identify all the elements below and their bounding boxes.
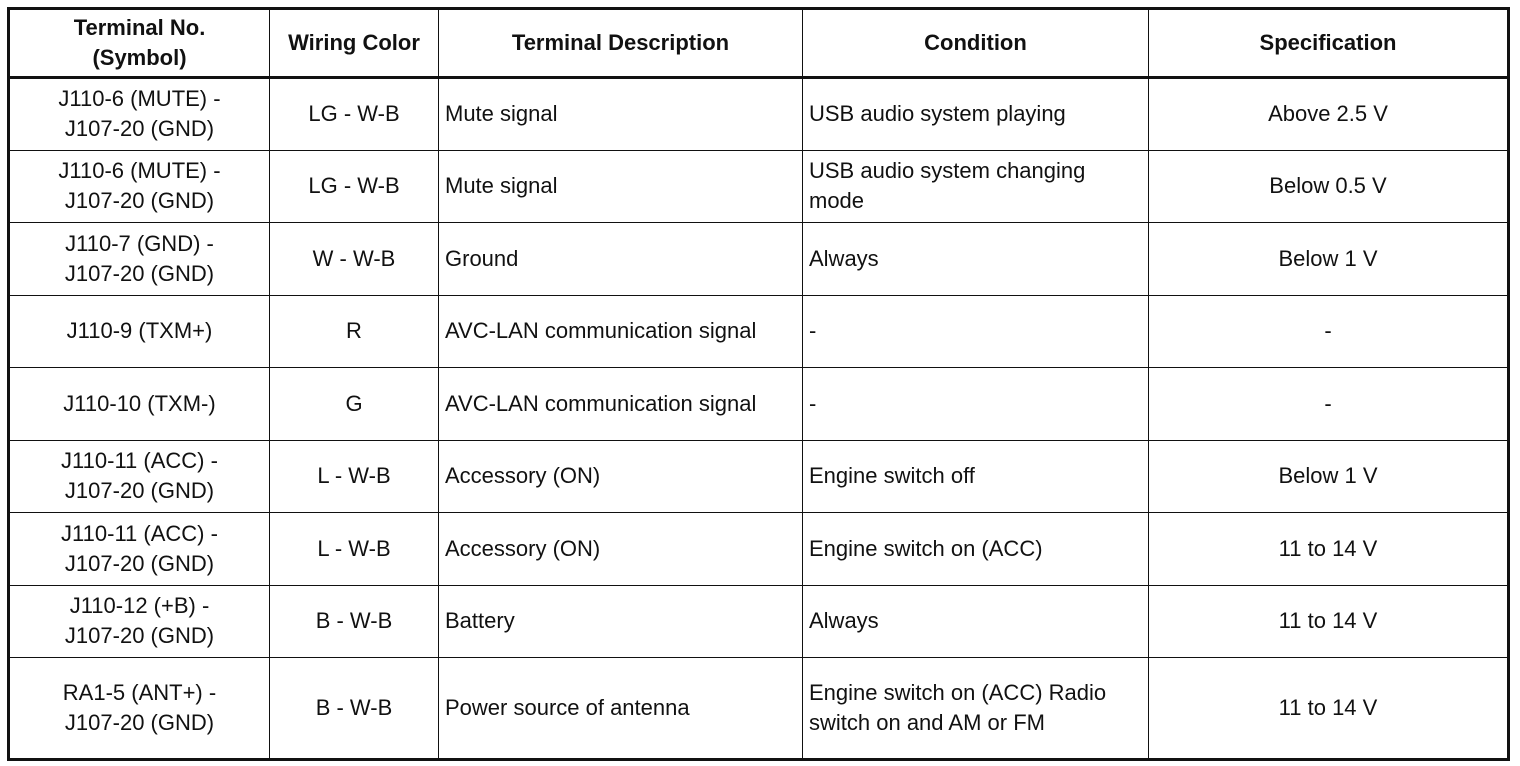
cell-description: Mute signal bbox=[439, 78, 803, 151]
terminal-line1: RA1-5 (ANT+) - bbox=[62, 680, 217, 705]
cell-description: Accessory (ON) bbox=[439, 513, 803, 586]
terminal-line1: J110-6 (MUTE) - bbox=[58, 158, 221, 184]
terminal-line2: J107-20 (GND) bbox=[64, 710, 215, 735]
cell-description: AVC-LAN communication signal bbox=[439, 295, 803, 368]
header-terminal-line1: Terminal No. bbox=[73, 15, 206, 40]
terminal-line1: J110-10 (TXM-) bbox=[63, 390, 216, 416]
terminal-line1: J110-11 (ACC) - bbox=[61, 448, 218, 474]
cell-condition: USB audio system playing bbox=[803, 78, 1149, 151]
cell-condition: USB audio system changing mode bbox=[803, 150, 1149, 223]
cell-description: Ground bbox=[439, 223, 803, 296]
terminal-line2: J107-20 (GND) bbox=[64, 478, 215, 504]
cell-terminal bbox=[9, 513, 270, 586]
table-row bbox=[9, 150, 1509, 223]
cell-wiring-color: L - W-B bbox=[270, 440, 439, 513]
cell-terminal bbox=[9, 78, 270, 151]
cell-specification: 11 to 14 V bbox=[1149, 585, 1509, 658]
cell-terminal bbox=[9, 658, 270, 760]
cell-specification: - bbox=[1149, 295, 1509, 368]
header-description: Terminal Description bbox=[439, 9, 803, 78]
cell-specification: Below 1 V bbox=[1149, 440, 1509, 513]
table-row bbox=[9, 440, 1509, 513]
cell-condition: - bbox=[803, 368, 1149, 441]
cell-terminal bbox=[9, 368, 270, 441]
cell-specification: 11 to 14 V bbox=[1149, 513, 1509, 586]
header-specification: Specification bbox=[1149, 9, 1509, 78]
terminal-table-container bbox=[7, 7, 1510, 761]
cell-terminal bbox=[9, 440, 270, 513]
terminal-line2: J107-20 (GND) bbox=[64, 550, 215, 576]
terminal-line2: J107-20 (GND) bbox=[64, 116, 215, 142]
terminal-line2: J107-20 (GND) bbox=[64, 260, 215, 286]
terminal-line1: J110-7 (GND) - bbox=[65, 230, 214, 256]
cell-condition: Engine switch off bbox=[803, 440, 1149, 513]
header-terminal bbox=[9, 9, 270, 78]
cell-wiring-color: G bbox=[270, 368, 439, 441]
cell-condition: Engine switch on (ACC) Radio switch on and AM or FM bbox=[803, 658, 1149, 760]
cell-specification: 11 to 14 V bbox=[1149, 658, 1509, 760]
cell-wiring-color: LG - W-B bbox=[270, 150, 439, 223]
cell-terminal bbox=[9, 585, 270, 658]
header-terminal-line2: (Symbol) bbox=[92, 45, 187, 70]
header-wiring-color: Wiring Color bbox=[270, 9, 439, 78]
cell-condition: - bbox=[803, 295, 1149, 368]
terminal-line1: J110-9 (TXM+) bbox=[66, 318, 213, 344]
cell-condition: Always bbox=[803, 223, 1149, 296]
header-row bbox=[9, 9, 1509, 78]
header-condition: Condition bbox=[803, 9, 1149, 78]
cell-description: AVC-LAN communication signal bbox=[439, 368, 803, 441]
table-row bbox=[9, 295, 1509, 368]
table-body bbox=[9, 78, 1509, 760]
cell-description: Battery bbox=[439, 585, 803, 658]
terminal-spec-table bbox=[7, 7, 1510, 761]
table-row bbox=[9, 78, 1509, 151]
table-row bbox=[9, 513, 1509, 586]
cell-description: Power source of antenna bbox=[439, 658, 803, 760]
cell-wiring-color: LG - W-B bbox=[270, 78, 439, 151]
terminal-line1: J110-6 (MUTE) - bbox=[58, 86, 221, 112]
table-row bbox=[9, 368, 1509, 441]
table-row bbox=[9, 658, 1509, 760]
cell-wiring-color: B - W-B bbox=[270, 585, 439, 658]
terminal-line2: J107-20 (GND) bbox=[64, 188, 215, 214]
cell-condition: Always bbox=[803, 585, 1149, 658]
table-row bbox=[9, 585, 1509, 658]
cell-condition: Engine switch on (ACC) bbox=[803, 513, 1149, 586]
cell-terminal bbox=[9, 295, 270, 368]
cell-terminal bbox=[9, 150, 270, 223]
cell-wiring-color: B - W-B bbox=[270, 658, 439, 760]
cell-description: Accessory (ON) bbox=[439, 440, 803, 513]
terminal-line1: J110-11 (ACC) - bbox=[61, 520, 218, 546]
terminal-line2: J107-20 (GND) bbox=[64, 623, 215, 649]
table-row bbox=[9, 223, 1509, 296]
cell-specification: Above 2.5 V bbox=[1149, 78, 1509, 151]
cell-description: Mute signal bbox=[439, 150, 803, 223]
cell-wiring-color: L - W-B bbox=[270, 513, 439, 586]
terminal-line1: J110-12 (+B) - bbox=[69, 593, 210, 619]
cell-specification: Below 1 V bbox=[1149, 223, 1509, 296]
cell-specification: - bbox=[1149, 368, 1509, 441]
cell-terminal bbox=[9, 223, 270, 296]
cell-wiring-color: R bbox=[270, 295, 439, 368]
cell-specification: Below 0.5 V bbox=[1149, 150, 1509, 223]
cell-wiring-color: W - W-B bbox=[270, 223, 439, 296]
